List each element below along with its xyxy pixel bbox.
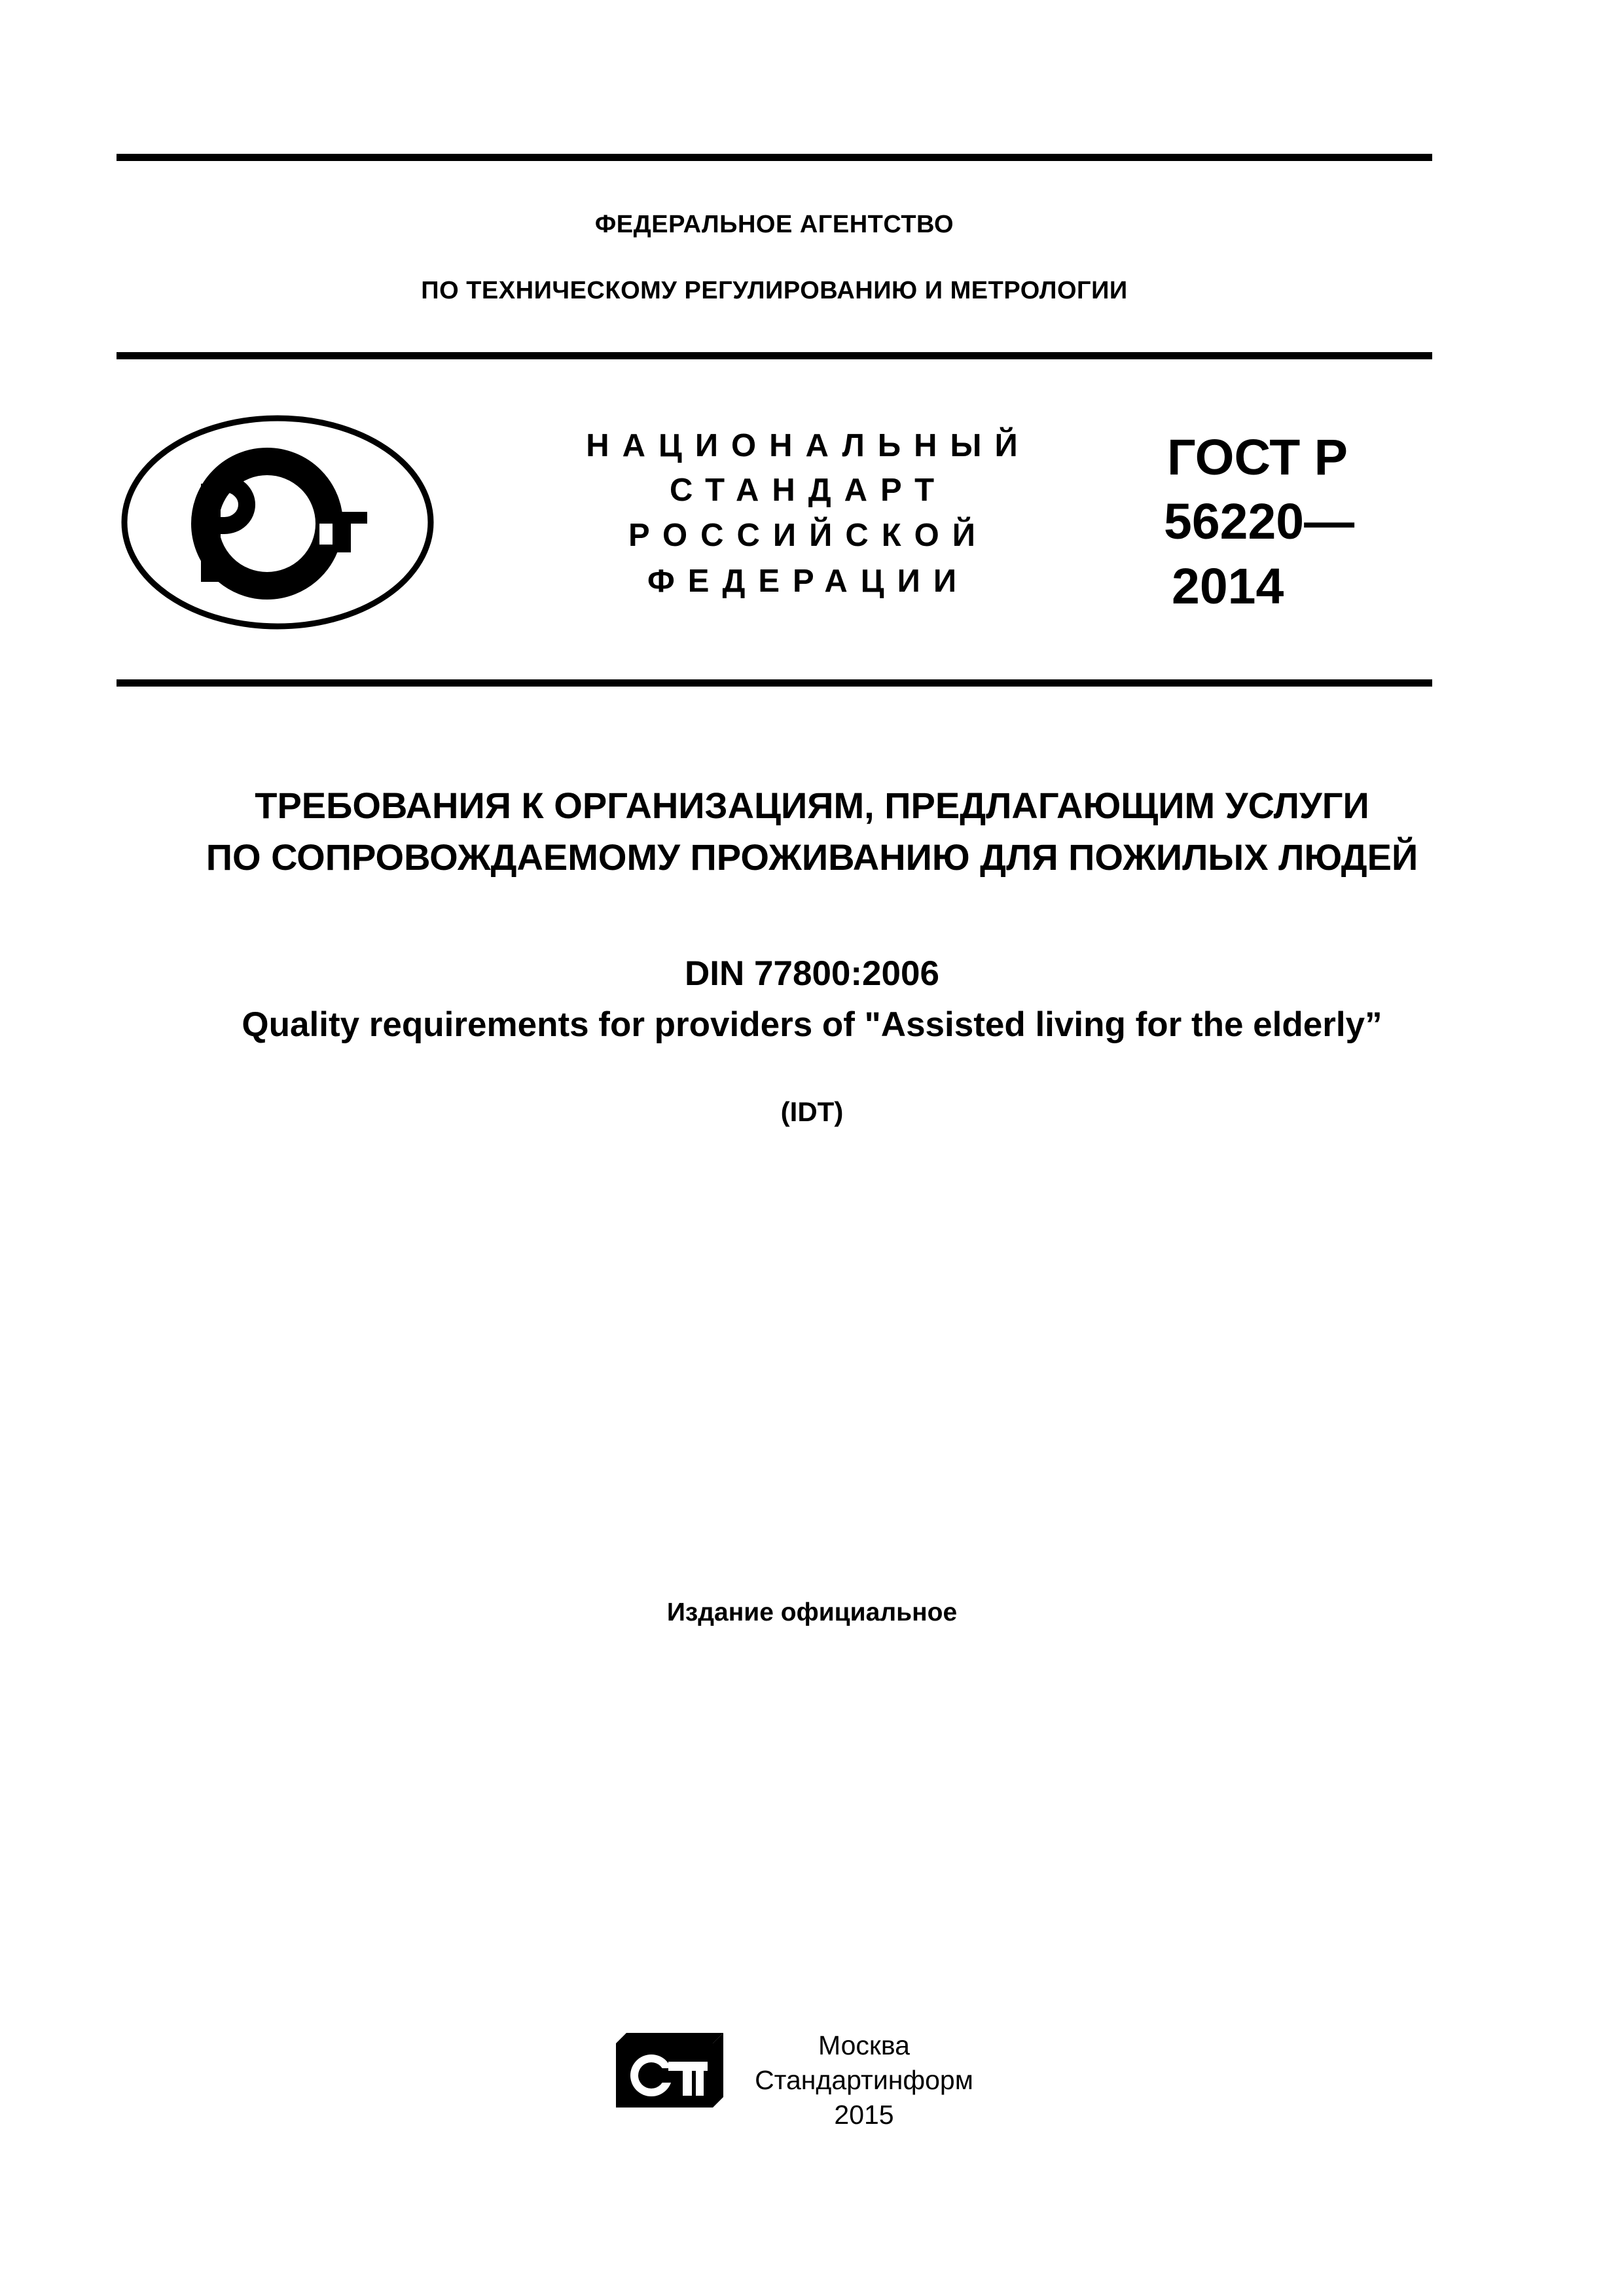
gost-designation-line3: 2014: [1172, 558, 1284, 615]
agency-name-line1: ФЕДЕРАЛЬНОЕ АГЕНТСТВО: [594, 211, 954, 238]
publisher-name: Стандартинформ: [755, 2065, 973, 2095]
standard-type-line3: РОССИЙСКОЙ: [628, 518, 988, 553]
publisher-city: Москва: [818, 2030, 910, 2060]
gost-designation-line2: 56220—: [1164, 493, 1355, 550]
designation-bottom-rule: [117, 679, 1432, 687]
rst-logo: [120, 414, 435, 631]
equivalence-degree: (IDT): [780, 1096, 844, 1127]
publication-year: 2015: [834, 2100, 894, 2130]
document-title-line1: ТРЕБОВАНИЯ К ОРГАНИЗАЦИЯМ, ПРЕДЛАГАЮЩИМ УСЛУГИ: [255, 785, 1369, 826]
standartinform-logo: [612, 2029, 727, 2113]
header-bottom-rule: [117, 352, 1432, 359]
source-standard-code: DIN 77800:2006: [685, 954, 939, 993]
source-standard-title: Quality requirements for providers of "Assisted living for the elderly”: [242, 1005, 1382, 1044]
gost-designation-line1: ГОСТ Р: [1167, 429, 1348, 486]
document-title-line2: ПО СОПРОВОЖДАЕМОМУ ПРОЖИВАНИЮ ДЛЯ ПОЖИЛЫХ ЛЮДЕЙ: [206, 836, 1418, 878]
standard-type-line1: НАЦИОНАЛЬНЫЙ: [586, 428, 1031, 463]
agency-name-line2: ПО ТЕХНИЧЕСКОМУ РЕГУЛИРОВАНИЮ И МЕТРОЛОГИИ: [421, 277, 1128, 304]
top-rule: [117, 154, 1432, 161]
standard-type-line4: ФЕДЕРАЦИИ: [647, 564, 970, 599]
standard-type-line2: СТАНДАРТ: [669, 473, 948, 508]
edition-note: Издание официальное: [666, 1598, 958, 1626]
